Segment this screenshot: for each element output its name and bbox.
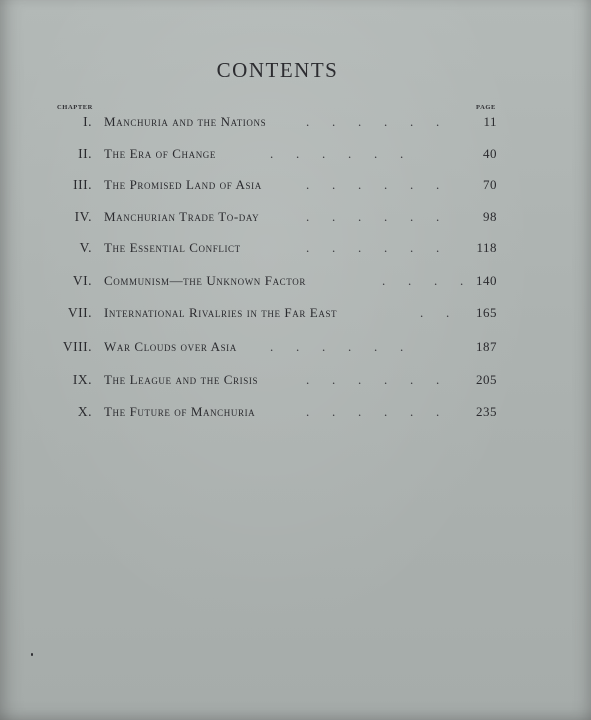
toc-entry-6	[0, 273, 591, 295]
chapter-title: The Future of Manchuria	[104, 404, 256, 419]
chapter-title: The Era of Change	[104, 146, 217, 161]
page-column-label: PAGE	[476, 104, 496, 111]
toc-entry-7	[0, 305, 591, 327]
page-number: 11	[483, 114, 497, 129]
page-number: 70	[483, 177, 497, 192]
chapter-numeral: IV.	[74, 209, 92, 224]
dot-leader: . . . . . .	[306, 114, 440, 129]
toc-entry-1	[0, 114, 591, 136]
chapter-numeral: III.	[73, 177, 92, 192]
chapter-numeral: II.	[78, 146, 92, 161]
page-title: CONTENTS	[216, 58, 339, 82]
chapter-numeral: I.	[83, 114, 92, 129]
chapter-title: The Promised Land of Asia	[104, 177, 262, 192]
chapter-title: The Essential Conflict	[104, 240, 241, 255]
toc-entry-8	[0, 339, 591, 361]
toc-entry-10	[0, 404, 591, 426]
page-number: 98	[483, 209, 497, 224]
toc-entry-9	[0, 372, 591, 394]
chapter-column-label: CHAPTER	[57, 104, 93, 111]
dot-leader: . . . . . .	[306, 209, 440, 224]
paper-speck	[31, 653, 33, 656]
toc-entry-3	[0, 177, 591, 199]
page-number: 165	[476, 305, 497, 320]
chapter-title: The League and the Crisis	[104, 372, 259, 387]
chapter-numeral: VIII.	[62, 339, 92, 354]
toc-entry-5	[0, 240, 591, 262]
page-number: 205	[476, 372, 497, 387]
chapter-numeral: VII.	[67, 305, 92, 320]
page-number: 235	[476, 404, 497, 419]
dot-leader: . . . .	[382, 273, 464, 288]
page-number: 187	[476, 339, 497, 354]
dot-leader: . . . . . .	[306, 240, 440, 255]
chapter-title: International Rivalries in the Far East	[104, 305, 338, 320]
chapter-title: Manchuria and the Nations	[104, 114, 267, 129]
page-number: 140	[476, 273, 497, 288]
chapter-title: Manchurian Trade To-day	[104, 209, 260, 224]
dot-leader: . . . . . .	[306, 177, 440, 192]
dot-leader: . . . . . .	[306, 404, 440, 419]
toc-entry-2	[0, 146, 591, 168]
chapter-title: War Clouds over Asia	[104, 339, 237, 354]
chapter-numeral: VI.	[72, 273, 92, 288]
chapter-numeral: IX.	[72, 372, 92, 387]
dot-leader: . . . . . .	[270, 146, 404, 161]
dot-leader: . . . . . .	[306, 372, 440, 387]
page-number: 118	[476, 240, 497, 255]
page-number: 40	[483, 146, 497, 161]
chapter-title: Communism—the Unknown Factor	[104, 273, 306, 288]
dot-leader: . .	[420, 305, 450, 320]
chapter-numeral: V.	[79, 240, 92, 255]
chapter-numeral: X.	[77, 404, 92, 419]
dot-leader: . . . . . .	[270, 339, 404, 354]
toc-entry-4	[0, 209, 591, 231]
